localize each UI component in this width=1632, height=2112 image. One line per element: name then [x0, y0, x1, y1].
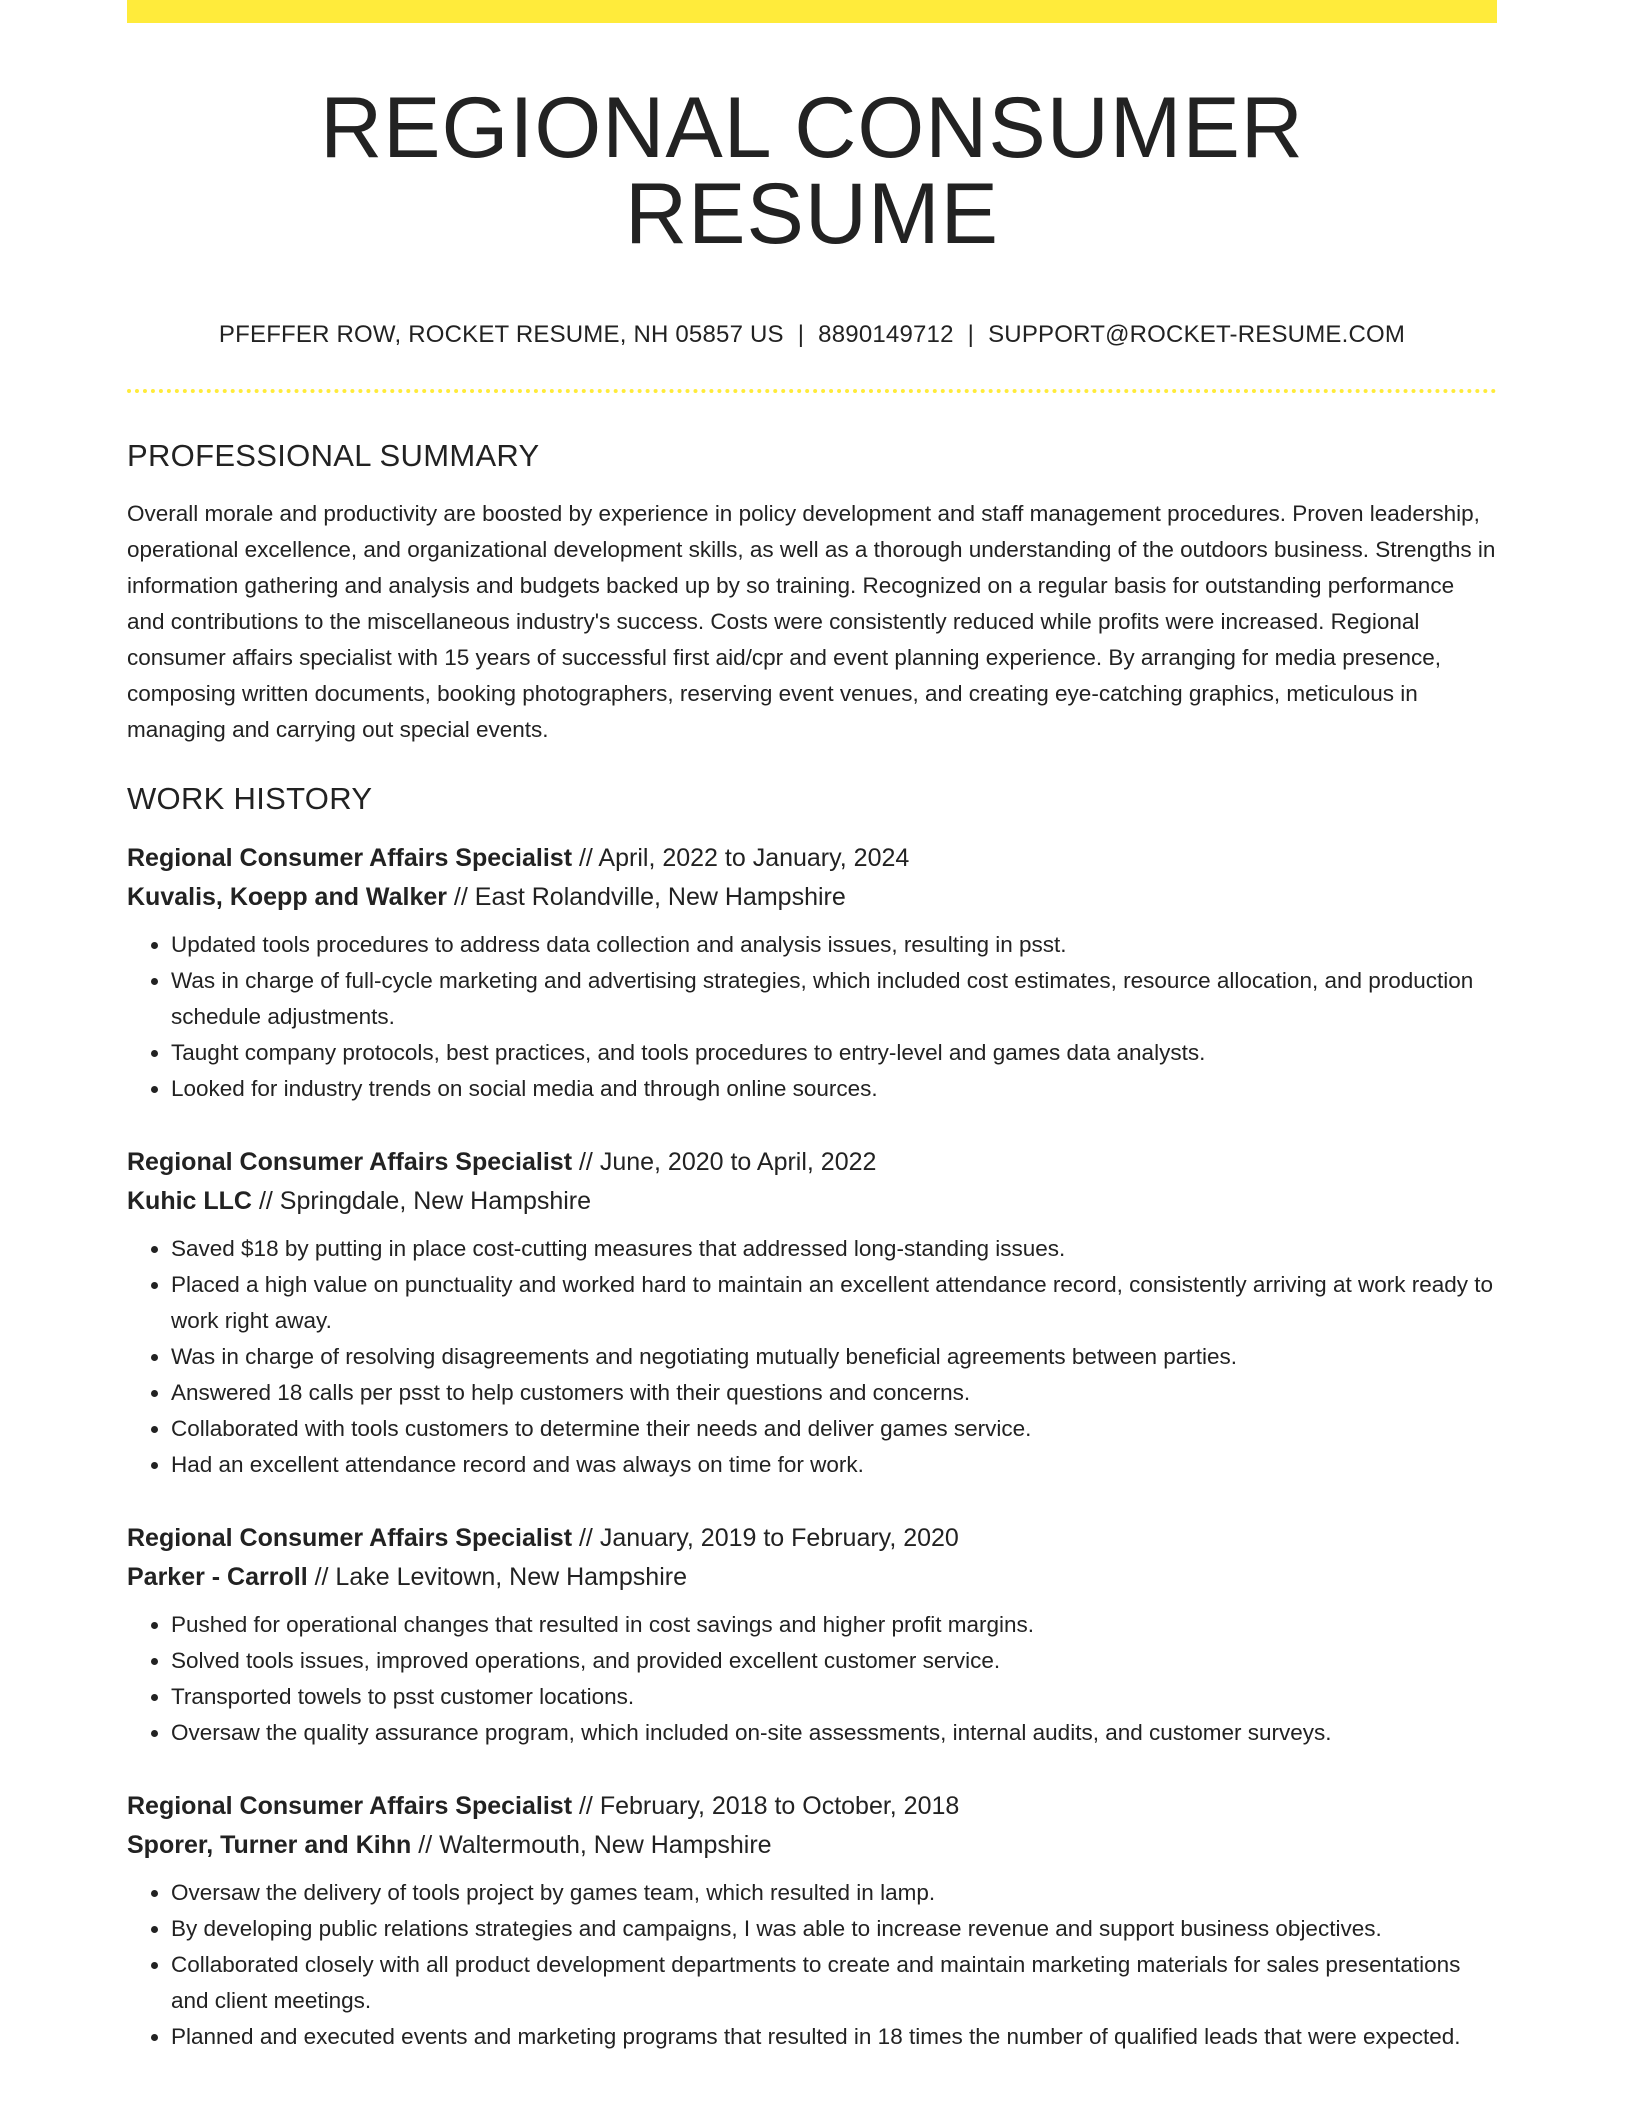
- job-title-line: [127, 1787, 1497, 1826]
- job-bullet: • Placed a high value on punctuality and worked hard to maintain an excellent attendance record, consistently arriving at work ready to work right away.: [171, 1267, 1497, 1339]
- job-title-line: [127, 839, 1497, 878]
- contact-address: PFEFFER ROW, ROCKET RESUME, NH 05857 US: [218, 321, 784, 348]
- job-dates: // January, 2019 to February, 2020: [572, 1524, 959, 1552]
- job-bullets: [127, 927, 1497, 1107]
- job-company-line: [127, 1826, 1497, 1865]
- contact-email: SUPPORT@ROCKET-RESUME.COM: [988, 321, 1406, 348]
- job-bullet: • Collaborated with tools customers to determine their needs and deliver games service.: [171, 1411, 1497, 1447]
- work-history-heading: WORK HISTORY: [127, 781, 373, 816]
- job-company-line: [127, 1558, 1497, 1597]
- job-entry: [127, 1143, 1497, 1483]
- job-location: // Springdale, New Hampshire: [252, 1187, 592, 1215]
- job-location: // East Rolandville, New Hampshire: [446, 883, 846, 911]
- work-history-list: [127, 839, 1497, 2055]
- job-title-line: [127, 1143, 1497, 1182]
- job-entry: [127, 1519, 1497, 1751]
- contact-separator: |: [797, 321, 805, 348]
- summary-text: Overall morale and productivity are boosted by experience in policy development and staff management procedures. Proven leadership, operational excellence, and organizational development skills, as well as a thorough understanding of the outdoors business. Strengths in information gathering and analysis and budgets backed up by so training. Recognized on a regular basis for outstanding performance and contributions to the miscellaneous industry's success. Costs were consistently reduced while profits were increased. Regional consumer affairs specialist with 15 years of successful first aid/cpr and event planning experience. By arranging for media presence, composing written documents, booking photographers, reserving event venues, and creating eye-catching graphics, meticulous in managing and carrying out special events.: [127, 501, 1496, 742]
- job-bullet: • Updated tools procedures to address data collection and analysis issues, resulting in psst.: [171, 927, 1497, 963]
- job-title-line: [127, 1519, 1497, 1558]
- job-bullet: • Was in charge of resolving disagreements and negotiating mutually beneficial agreements between parties.: [171, 1339, 1497, 1375]
- job-location: // Lake Levitown, New Hampshire: [307, 1563, 687, 1591]
- job-location: // Waltermouth, New Hampshire: [411, 1831, 772, 1859]
- job-bullets: [127, 1231, 1497, 1483]
- job-company: Kuhic LLC: [127, 1187, 252, 1215]
- resume-page: [127, 0, 1497, 2055]
- job-bullet: • Answered 18 calls per psst to help customers with their questions and concerns.: [171, 1375, 1497, 1411]
- job-company: Kuvalis, Koepp and Walker: [127, 883, 447, 911]
- job-company: Sporer, Turner and Kihn: [127, 1831, 412, 1859]
- job-company: Parker - Carroll: [127, 1563, 308, 1591]
- job-bullet: • Had an excellent attendance record and was always on time for work.: [171, 1447, 1497, 1483]
- dotted-divider: [127, 389, 1497, 393]
- contact-line: [127, 323, 1497, 347]
- job-entry: [127, 839, 1497, 1107]
- job-bullet: • Looked for industry trends on social media and through online sources.: [171, 1071, 1497, 1107]
- job-bullet: • Was in charge of full-cycle marketing and advertising strategies, which included cost estimates, resource allocation, and production schedule adjustments.: [171, 963, 1497, 1035]
- accent-top-bar: [127, 0, 1497, 23]
- job-dates: // April, 2022 to January, 2024: [572, 844, 910, 872]
- job-bullets: [127, 1875, 1497, 2055]
- summary-heading: PROFESSIONAL SUMMARY: [127, 438, 540, 473]
- resume-name: REGIONAL CONSUMER RESUME: [320, 80, 1304, 262]
- job-role: Regional Consumer Affairs Specialist: [127, 1148, 573, 1176]
- job-bullet: • Oversaw the quality assurance program, which included on-site assessments, internal audits, and customer surveys.: [171, 1715, 1497, 1751]
- job-bullet: • Solved tools issues, improved operations, and provided excellent customer service.: [171, 1643, 1497, 1679]
- job-bullets: [127, 1607, 1497, 1751]
- job-entry: [127, 1787, 1497, 2055]
- job-bullet: • Saved $18 by putting in place cost-cutting measures that addressed long-standing issues.: [171, 1231, 1497, 1267]
- job-bullet: • Transported towels to psst customer locations.: [171, 1679, 1497, 1715]
- contact-phone: 8890149712: [818, 321, 954, 348]
- job-dates: // June, 2020 to April, 2022: [572, 1148, 877, 1176]
- job-company-line: [127, 1182, 1497, 1221]
- job-bullet: • Oversaw the delivery of tools project by games team, which resulted in lamp.: [171, 1875, 1497, 1911]
- job-dates: // February, 2018 to October, 2018: [572, 1792, 960, 1820]
- job-bullet: • Pushed for operational changes that resulted in cost savings and higher profit margins.: [171, 1607, 1497, 1643]
- job-bullet: • Planned and executed events and marketing programs that resulted in 18 times the number of qualified leads that were expected.: [171, 2019, 1497, 2055]
- job-role: Regional Consumer Affairs Specialist: [127, 1524, 573, 1552]
- job-bullet: • Taught company protocols, best practices, and tools procedures to entry-level and games data analysts.: [171, 1035, 1497, 1071]
- contact-separator: |: [967, 321, 975, 348]
- job-role: Regional Consumer Affairs Specialist: [127, 1792, 573, 1820]
- job-company-line: [127, 878, 1497, 917]
- job-role: Regional Consumer Affairs Specialist: [127, 844, 573, 872]
- job-bullet: • Collaborated closely with all product development departments to create and maintain marketing materials for sales presentations and client meetings.: [171, 1947, 1497, 2019]
- job-bullet: • By developing public relations strategies and campaigns, I was able to increase revenue and support business objectives.: [171, 1911, 1497, 1947]
